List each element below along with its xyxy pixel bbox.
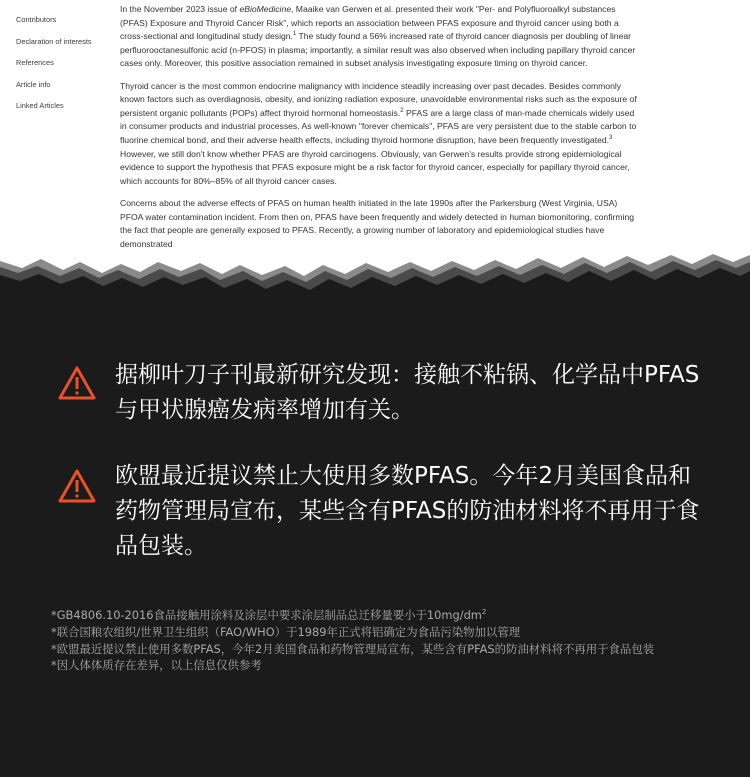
article-paragraph-2 bbox=[120, 80, 638, 189]
article-paragraph-1 bbox=[120, 3, 638, 71]
footnote-3: *欧盟最近提议禁止使用多数PFAS，今年2月美国食品和药物管理局宣布，某些含有PFAS的防油材料将不再用于食品包装 bbox=[51, 641, 655, 656]
warning-triangle-icon bbox=[58, 469, 96, 503]
footnote-text: *GB4806.10-2016食品接触用涂料及涂层中要求涂层制品总迁移量要小于10mg/dm bbox=[51, 608, 482, 622]
article-body bbox=[120, 3, 638, 260]
footnote-1 bbox=[51, 607, 701, 624]
sidebar-item-references[interactable]: References bbox=[16, 58, 54, 67]
footnote-superscript: 2 bbox=[481, 608, 487, 617]
paragraph-text: , Maaike van Gerwen et al. presented their work "Per- and Polyfluoroalkyl substances (PFAS) Exposure and Thyroid Cancer Risk", which reports an association between PFAS exposure and thyroid cancer using both a cross-sectional and longitudinal study design. bbox=[120, 4, 619, 42]
journal-name: eBioMedicine bbox=[239, 4, 292, 14]
reference-link[interactable]: 2 bbox=[400, 107, 404, 114]
torn-paper-edge bbox=[0, 235, 750, 310]
sidebar-item-linked-articles[interactable]: Linked Articles bbox=[16, 101, 64, 110]
article-sidebar-nav bbox=[16, 13, 96, 121]
paragraph-text: However, we still don't know whether PFAS are thyroid carcinogens. Obviously, van Gerwen's results provide strong epidemiological evidence to support the hypothesis that PFAS exposure might be a risk factor for thyroid cancer, especially for papillary thyroid cancer, which accounts for 80%–85% of all thyroid cancer cases. bbox=[120, 148, 630, 186]
warning-triangle-icon bbox=[58, 366, 96, 400]
paragraph-text: In the November 2023 issue of bbox=[120, 4, 240, 14]
sidebar-item-contributors[interactable]: Contributors bbox=[16, 15, 57, 24]
footnote-4: *因人体体质存在差异，以上信息仅供参考 bbox=[51, 658, 262, 673]
paragraph-text: Thyroid cancer is the most common endocrine malignancy with incidence steadily increasing over past decades. Besides commonly known factors such as overdiagnosis, obesity, and ionizing radiation exposure, unavoidable environmental risks such as the exposure of persistent organic pollutants (POPs) affect thyroid hormonal homeostasis. bbox=[120, 80, 637, 118]
footnote-2: *联合国粮农组织/世界卫生组织（FAO/WHO）于1989年正式将铝确定为食品污染物加以管理 bbox=[51, 624, 521, 639]
warning-text: 据柳叶刀子刊最新研究发现：接触不粘锅、化学品中PFAS与甲状腺癌发病率增加有关。 bbox=[115, 362, 700, 423]
reference-link[interactable]: 1 bbox=[292, 31, 297, 38]
warning-item-1 bbox=[58, 358, 698, 438]
sidebar-item-article-info[interactable]: Article info bbox=[16, 79, 51, 89]
paragraph-text: PFAS are a large class of man-made chemicals widely used in consumer products and industrial processes. As well-known "forever chemicals", PFAS are very persistent due to the stable carbon to fluorine chemical bond, and their adverse health effects, including thyroid hormone disruption, have been frequently investigated. bbox=[120, 107, 637, 145]
footnotes bbox=[51, 607, 701, 674]
warning-text: 欧盟最近提议禁止大使用多数PFAS。今年2月美国食品和药物管理局宣布，某些含有PFAS的防油材料将不再用于食品包装。 bbox=[115, 463, 700, 559]
sidebar-item-declaration-of-interests[interactable]: Declaration of interests bbox=[16, 36, 92, 46]
warning-item-2 bbox=[58, 459, 698, 569]
paragraph-text: The study found a 56% increased rate of thyroid cancer diagnosis per doubling of linear perfluorooctanesulfonic acid (n-PFOS) in plasma; importantly, a similar result was also observed when including papillary thyroid cancer cases only. Moreover, this positive association remained in subset analysis investigating exposure timing on thyroid cancer. bbox=[120, 31, 636, 69]
article-paragraph-3: Concerns about the adverse effects of PFAS on human health initiated in the late 1990s after the Parkersburg (West Virginia, USA) PFOA water contamination incident. From then on, PFAS have been frequently and widely detected in human biomonitoring, confirming the fact that people are generally exposed to PFAS. Recently, a growing number of laboratory and epidemiological studies have demonstrated bbox=[120, 197, 635, 249]
reference-link[interactable]: 3 bbox=[609, 135, 613, 142]
